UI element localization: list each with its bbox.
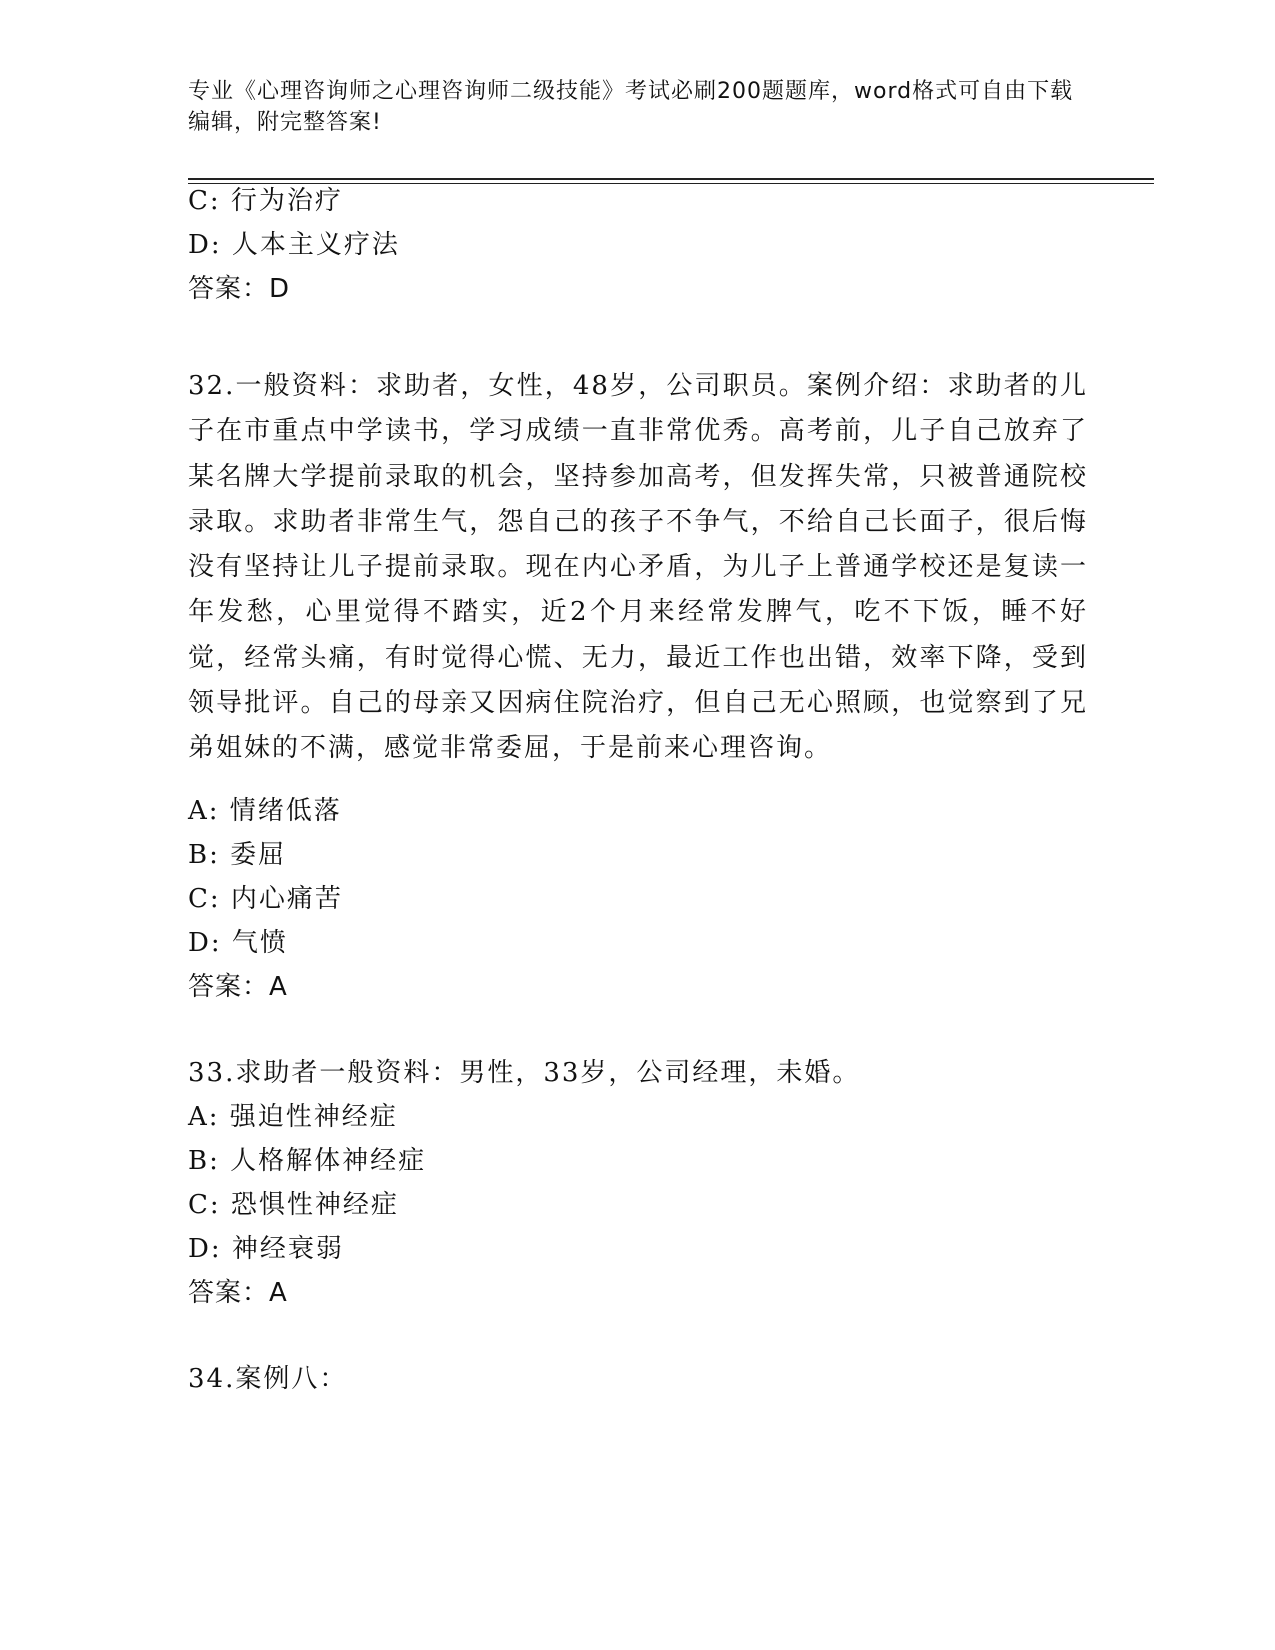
q31-option-d: D: 人本主义疗法 bbox=[188, 230, 400, 260]
q31-option-c: C: 行为治疗 bbox=[188, 186, 343, 216]
header-divider-thin bbox=[188, 183, 1154, 184]
q34-stem: 34.案例八： bbox=[188, 1364, 348, 1394]
q33-option-a: A: 强迫性神经症 bbox=[188, 1102, 398, 1132]
header-divider-thick bbox=[188, 178, 1154, 180]
document-header: 专业《心理咨询师之心理咨询师二级技能》考试必刷200题题库，word格式可自由下载编辑，附完整答案! bbox=[188, 79, 1074, 135]
q33-option-d: D: 神经衰弱 bbox=[188, 1234, 344, 1264]
q32-option-d: D: 气愤 bbox=[188, 928, 288, 958]
q33-answer: 答案：A bbox=[188, 1278, 288, 1308]
q33-option-b: B: 人格解体神经症 bbox=[188, 1146, 427, 1176]
q32-stem: 32.一般资料：求助者，女性，48岁，公司职员。案例介绍：求助者的儿子在市重点中学读书，学习成绩一直非常优秀。高考前，儿子自己放弃了某名牌大学提前录取的机会，坚持参加高考，但发挥失常，只被普通院校录取。求助者非常生气，怨自己的孩子不争气，不给自己长面子，很后悔没有坚持让儿子提前录取。现在内心矛盾，为儿子上普通学校还是复读一年发愁，心里觉得不踏实，近2个月来经常发脾气，吃不下饭，睡不好觉，经常头痛，有时觉得心慌、无力，最近工作也出错，效率下降，受到领导批评。自己的母亲又因病住院治疗，但自己无心照顾，也觉察到了兄弟姐妹的不满，感觉非常委屈，于是前来心理咨询。 bbox=[188, 371, 1088, 764]
q31-answer: 答案：D bbox=[188, 274, 291, 304]
q32-option-c: C: 内心痛苦 bbox=[188, 884, 343, 914]
q32-option-a: A: 情绪低落 bbox=[188, 796, 342, 826]
q33-stem: 33.求助者一般资料：男性，33岁，公司经理，未婚。 bbox=[188, 1058, 861, 1088]
q32-option-b: B: 委屈 bbox=[188, 840, 287, 870]
q33-option-c: C: 恐惧性神经症 bbox=[188, 1190, 399, 1220]
q32-answer: 答案：A bbox=[188, 972, 288, 1002]
